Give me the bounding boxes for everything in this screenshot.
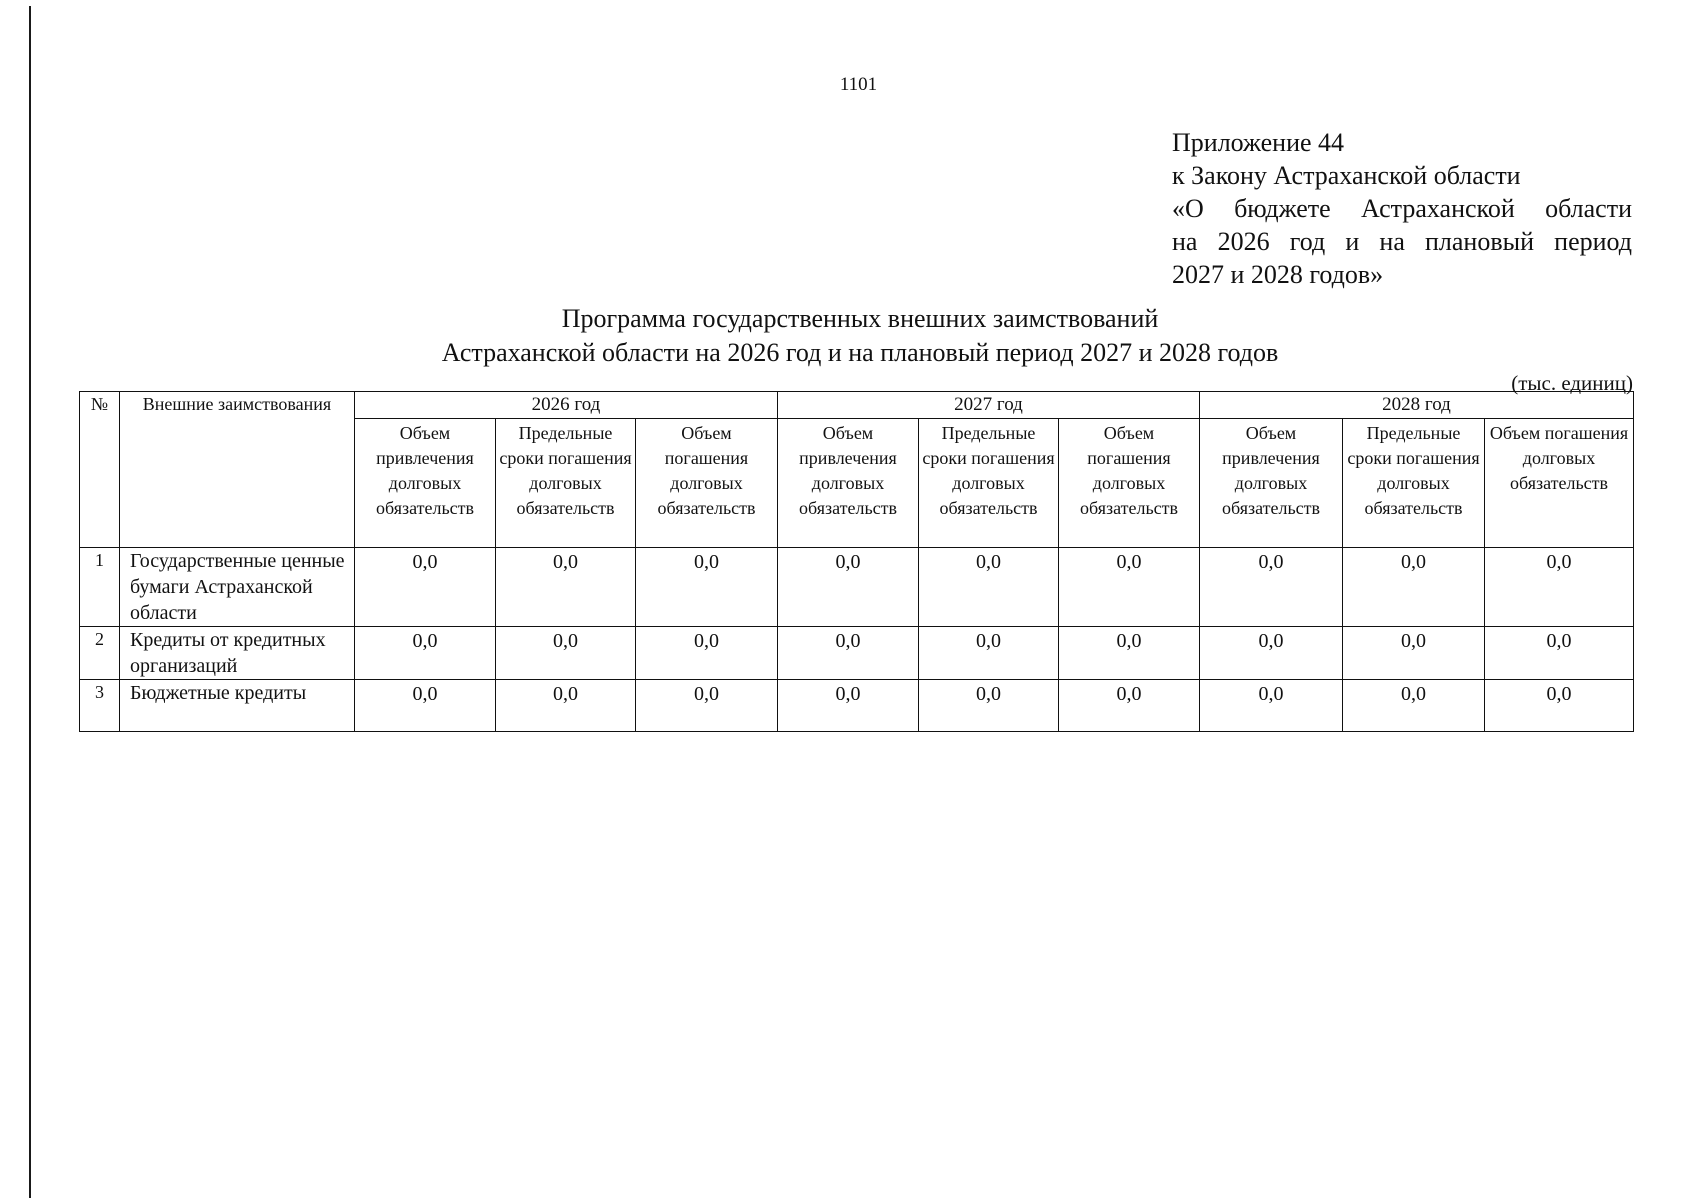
- cell-value: 0,0: [919, 627, 1059, 680]
- row-number: 3: [80, 680, 120, 732]
- cell-value: 0,0: [1343, 548, 1485, 627]
- document-title-line-1: Программа государственных внешних заимствований: [561, 304, 1159, 333]
- cell-value: 0,0: [496, 627, 636, 680]
- cell-value: 0,0: [1200, 548, 1343, 627]
- document-title-line-2: Астраханской области на 2026 год и на плановый период 2027 и 2028 годов: [441, 338, 1279, 367]
- cell-value: 0,0: [355, 680, 496, 732]
- header-repayment-terms: Предельные сроки погашения долговых обязательств: [919, 419, 1059, 548]
- cell-value: 0,0: [919, 548, 1059, 627]
- header-repayment-volume: Объем погашения долговых обязательств: [1059, 419, 1200, 548]
- cell-value: 0,0: [919, 680, 1059, 732]
- header-year-2026: 2026 год: [355, 392, 778, 419]
- cell-value: 0,0: [636, 680, 778, 732]
- header-borrowings: Внешние заимствования: [120, 392, 355, 548]
- row-name: Бюджетные кредиты: [120, 680, 355, 732]
- table-row: [80, 548, 1634, 627]
- page-edge-rule: [29, 6, 31, 1198]
- row-number: 1: [80, 548, 120, 627]
- row-number: 2: [80, 627, 120, 680]
- cell-value: 0,0: [1485, 680, 1634, 732]
- cell-value: 0,0: [355, 548, 496, 627]
- units-label: (тыс. единиц): [1511, 371, 1633, 395]
- cell-value: 0,0: [778, 680, 919, 732]
- header-repayment-terms: Предельные сроки погашения долговых обязательств: [1343, 419, 1485, 548]
- cell-value: 0,0: [1343, 627, 1485, 680]
- header-number: №: [80, 392, 120, 548]
- appendix-line-2: к Закону Астраханской области: [1172, 161, 1521, 190]
- table-row: [80, 627, 1634, 680]
- header-year-2028: 2028 год: [1200, 392, 1634, 419]
- row-name: Государственные ценные бумаги Астраханской области: [120, 548, 355, 627]
- cell-value: 0,0: [496, 680, 636, 732]
- cell-value: 0,0: [1059, 548, 1200, 627]
- cell-value: 0,0: [778, 627, 919, 680]
- table-row: [80, 680, 1634, 732]
- header-attraction-volume: Объем привлечения долговых обязательств: [778, 419, 919, 548]
- appendix-header: [1172, 126, 1632, 291]
- cell-value: 0,0: [636, 548, 778, 627]
- cell-value: 0,0: [1059, 627, 1200, 680]
- cell-value: 0,0: [355, 627, 496, 680]
- appendix-line-3: «О бюджете Астраханской области: [1172, 194, 1632, 223]
- borrowing-program-table: [79, 391, 1634, 732]
- page-number: 1101: [839, 74, 878, 95]
- appendix-line-5: 2027 и 2028 годов»: [1172, 260, 1384, 289]
- header-repayment-volume: Объем погашения долговых обязательств: [1485, 419, 1634, 548]
- cell-value: 0,0: [1059, 680, 1200, 732]
- cell-value: 0,0: [1485, 548, 1634, 627]
- cell-value: 0,0: [1200, 680, 1343, 732]
- appendix-line-4: на 2026 год и на плановый период: [1172, 227, 1632, 256]
- header-attraction-volume: Объем привлечения долговых обязательств: [355, 419, 496, 548]
- cell-value: 0,0: [636, 627, 778, 680]
- cell-value: 0,0: [496, 548, 636, 627]
- cell-value: 0,0: [1200, 627, 1343, 680]
- row-name: Кредиты от кредитных организаций: [120, 627, 355, 680]
- cell-value: 0,0: [778, 548, 919, 627]
- appendix-line-1: Приложение 44: [1172, 128, 1345, 157]
- header-year-2027: 2027 год: [778, 392, 1200, 419]
- cell-value: 0,0: [1485, 627, 1634, 680]
- header-repayment-volume: Объем погашения долговых обязательств: [636, 419, 778, 548]
- document-title: [30, 302, 1690, 370]
- header-attraction-volume: Объем привлечения долговых обязательств: [1200, 419, 1343, 548]
- cell-value: 0,0: [1343, 680, 1485, 732]
- header-repayment-terms: Предельные сроки погашения долговых обязательств: [496, 419, 636, 548]
